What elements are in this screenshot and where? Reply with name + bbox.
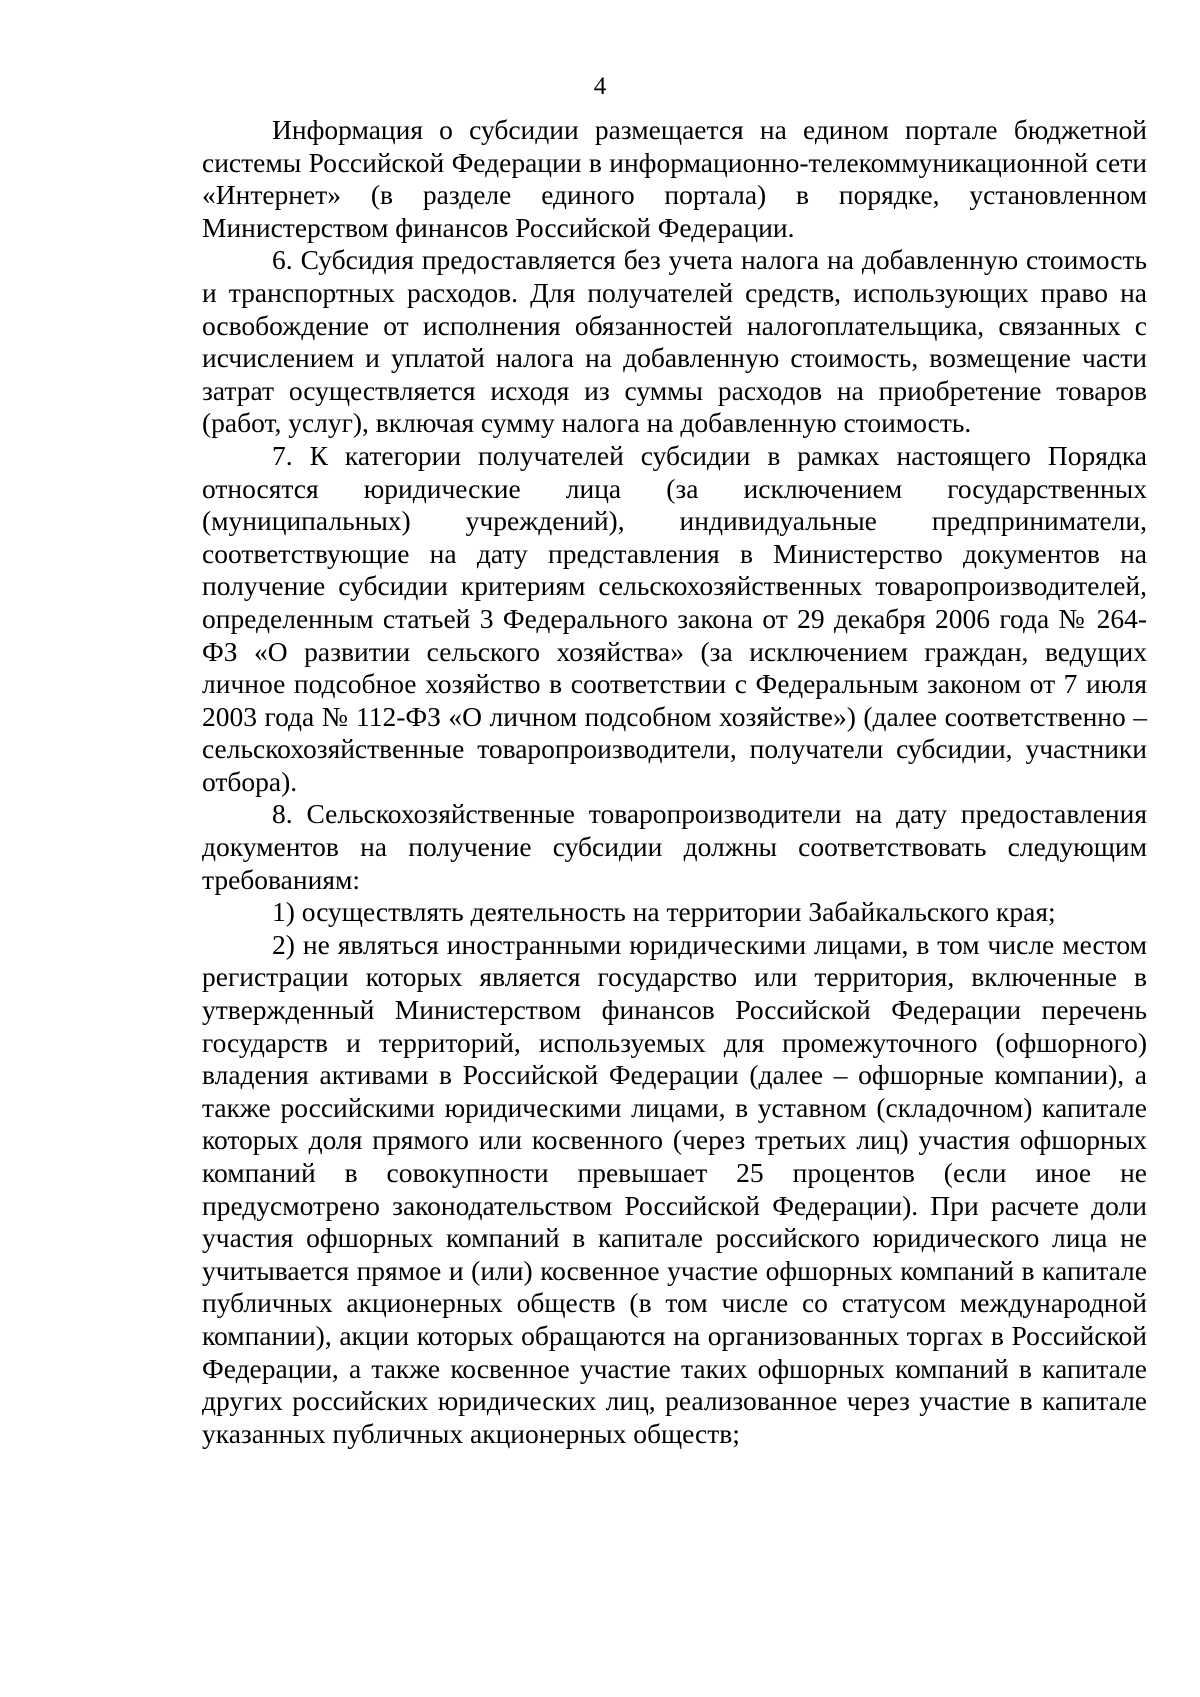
- paragraph-requirement-2: 2) не являться иностранными юридическими лицами, в том числе местом регистрации которых является государство или территория, включенные в утвержденный Министерством финансов Российской Федерации перечень государств и территорий, используемых для промежуточного (офшорного) владения активами в Российской Федерации (далее – офшорные компании), а также российскими юридическими лицами, в уставном (складочном) капитале которых доля прямого или косвенного (через третьих лиц) участия офшорных компаний в совокупности превышает 25 процентов (если иное не предусмотрено законодательством Российской Федерации). При расчете доли участия офшорных компаний в капитале российского юридического лица не учитывается прямое и (или) косвенное участие офшорных компаний в капитале публичных акционерных обществ (в том числе со статусом международной компании), акции которых обращаются на организованных торгах в Российской Федерации, а также косвенное участие таких офшорных компаний в капитале других российских юридических лиц, реализованное через участие в капитале указанных публичных акционерных обществ;: [202, 928, 1147, 1449]
- paragraph-item-7: 7. К категории получателей субсидии в рамках настоящего Порядка относятся юридические лица (за исключением государственных (муниципальных) учреждений), индивидуальные предприниматели, соответствующие на дату представления в Министерство документов на получение субсидии критериям сельскохозяйственных товаропроизводителей, определенным статьей 3 Федерального закона от 29 декабря 2006 года № 264-ФЗ «О развитии сельского хозяйства» (за исключением граждан, ведущих личное подсобное хозяйство в соответствии с Федеральным законом от 7 июля 2003 года № 112-ФЗ «О личном подсобном хозяйстве») (далее соответственно – сельскохозяйственные товаропроизводители, получатели субсидии, участники отбора).: [202, 439, 1147, 797]
- paragraph-requirement-1: 1) осуществлять деятельность на территории Забайкальского края;: [272, 896, 1056, 928]
- page-number: 4: [593, 73, 607, 100]
- paragraph-item-8: 8. Сельскохозяйственные товаропроизводители на дату предоставления документов на получение субсидии должны соответствовать следующим требованиям:: [202, 798, 1147, 895]
- document-body: [202, 114, 1147, 1450]
- paragraph-subsidy-info: Информация о субсидии размещается на едином портале бюджетной системы Российской Федерации в информационно-телекоммуникационной сети «Интернет» (в разделе единого портала) в порядке, установленном Министерством финансов Российской Федерации.: [202, 114, 1147, 243]
- paragraph-item-6: 6. Субсидия предоставляется без учета налога на добавленную стоимость и транспортных расходов. Для получателей средств, использующих право на освобождение от исполнения обязанностей налогоплательщика, связанных с исчислением и уплатой налога на добавленную стоимость, возмещение части затрат осуществляется исходя из суммы расходов на приобретение товаров (работ, услуг), включая сумму налога на добавленную стоимость.: [202, 244, 1147, 439]
